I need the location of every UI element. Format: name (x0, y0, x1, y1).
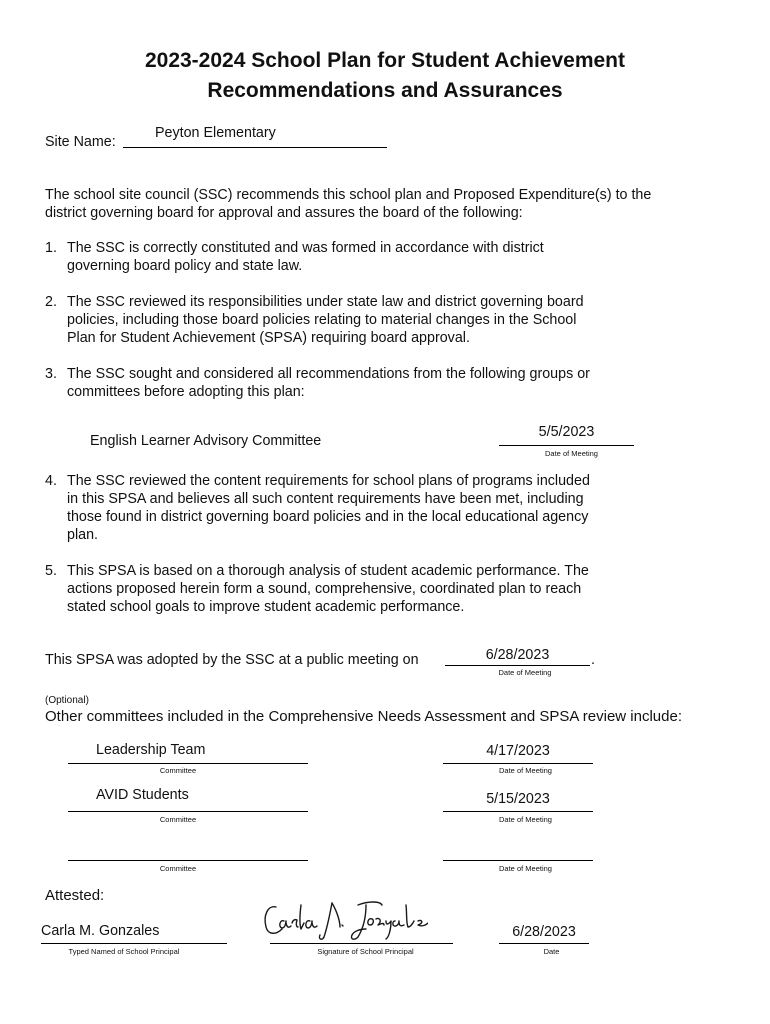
committee-date-caption: Date of Meeting (499, 766, 552, 775)
committee-date-line (443, 763, 593, 764)
item-text: policies, including those board policies relating to material changes in the School (67, 312, 577, 328)
item-text: This SPSA is based on a thorough analysis of student academic performance. The (67, 563, 589, 579)
adoption-date[interactable]: 6/28/2023 (485, 647, 550, 663)
committee-line (68, 763, 308, 764)
item-text: committees before adopting this plan: (67, 384, 305, 400)
site-name-line (123, 147, 387, 148)
committee-date-line (443, 860, 593, 861)
committee-name[interactable]: Leadership Team (96, 742, 206, 758)
committee-meeting-date[interactable]: 4/17/2023 (486, 743, 550, 759)
item-text: Plan for Student Achievement (SPSA) requiring board approval. (67, 330, 470, 346)
committee-date-caption: Date of Meeting (499, 815, 552, 824)
signature-line (270, 943, 453, 944)
elac-committee-name: English Learner Advisory Committee (90, 433, 322, 449)
committee-line (68, 860, 308, 861)
site-name-value[interactable]: Peyton Elementary (155, 125, 276, 141)
item-text: in this SPSA and believes all such content requirements have been met, including (67, 491, 584, 507)
committee-date-line (443, 811, 593, 812)
principal-name-caption: Typed Named of School Principal (68, 947, 180, 956)
principal-typed-name[interactable]: Carla M. Gonzales (41, 923, 160, 939)
item-text: stated school goals to improve student academic performance. (67, 599, 465, 615)
committee-caption: Committee (159, 815, 197, 824)
page-title: 2023-2024 School Plan for Student Achievement (144, 49, 626, 72)
item-text: The SSC is correctly constituted and was formed in accordance with district (67, 240, 544, 256)
attest-date-caption: Date (543, 947, 560, 956)
attested-label: Attested: (45, 887, 105, 904)
intro-line-2: district governing board for approval and assures the board of the following: (45, 205, 523, 221)
committee-name[interactable]: AVID Students (96, 787, 189, 803)
item-number: 1. (45, 240, 57, 256)
elac-meeting-date[interactable]: 5/5/2023 (538, 424, 595, 440)
item-number: 3. (45, 366, 57, 382)
elac-date-line (499, 445, 634, 446)
optional-heading: Other committees included in the Comprehensive Needs Assessment and SPSA review include: (45, 708, 682, 725)
item-number: 5. (45, 563, 57, 579)
signature-caption: Signature of School Principal (317, 947, 414, 956)
item-text: The SSC reviewed its responsibilities under state law and district governing board (67, 294, 584, 310)
committee-caption: Committee (159, 864, 197, 873)
item-text: The SSC sought and considered all recommendations from the following groups or (67, 366, 590, 382)
site-name-label: Site Name: (45, 134, 116, 150)
committee-line (68, 811, 308, 812)
item-text: actions proposed herein form a sound, comprehensive, coordinated plan to reach (67, 581, 582, 597)
optional-label: (Optional) (45, 695, 89, 706)
principal-name-line (41, 943, 227, 944)
item-text: governing board policy and state law. (67, 258, 303, 274)
adoption-text: This SPSA was adopted by the SSC at a public meeting on (45, 652, 419, 668)
committee-caption: Committee (159, 766, 197, 775)
item-text: The SSC reviewed the content requirements for school plans of programs included (67, 473, 590, 489)
adoption-period: . (591, 652, 595, 668)
attest-date[interactable]: 6/28/2023 (512, 924, 576, 940)
intro-line-1: The school site council (SSC) recommends this school plan and Proposed Expenditure(s) to the (45, 187, 652, 203)
principal-signature (258, 893, 428, 945)
adoption-date-caption: Date of Meeting (498, 668, 552, 677)
attest-date-line (499, 943, 589, 944)
elac-date-caption: Date of Meeting (545, 449, 598, 458)
item-text: those found in district governing board policies and in the local educational agency (67, 509, 589, 525)
adoption-date-line (445, 665, 590, 666)
item-text: plan. (67, 527, 99, 543)
page-subtitle: Recommendations and Assurances (207, 79, 563, 102)
committee-meeting-date[interactable]: 5/15/2023 (486, 791, 550, 807)
committee-date-caption: Date of Meeting (499, 864, 552, 873)
item-number: 2. (45, 294, 57, 310)
item-number: 4. (45, 473, 57, 489)
